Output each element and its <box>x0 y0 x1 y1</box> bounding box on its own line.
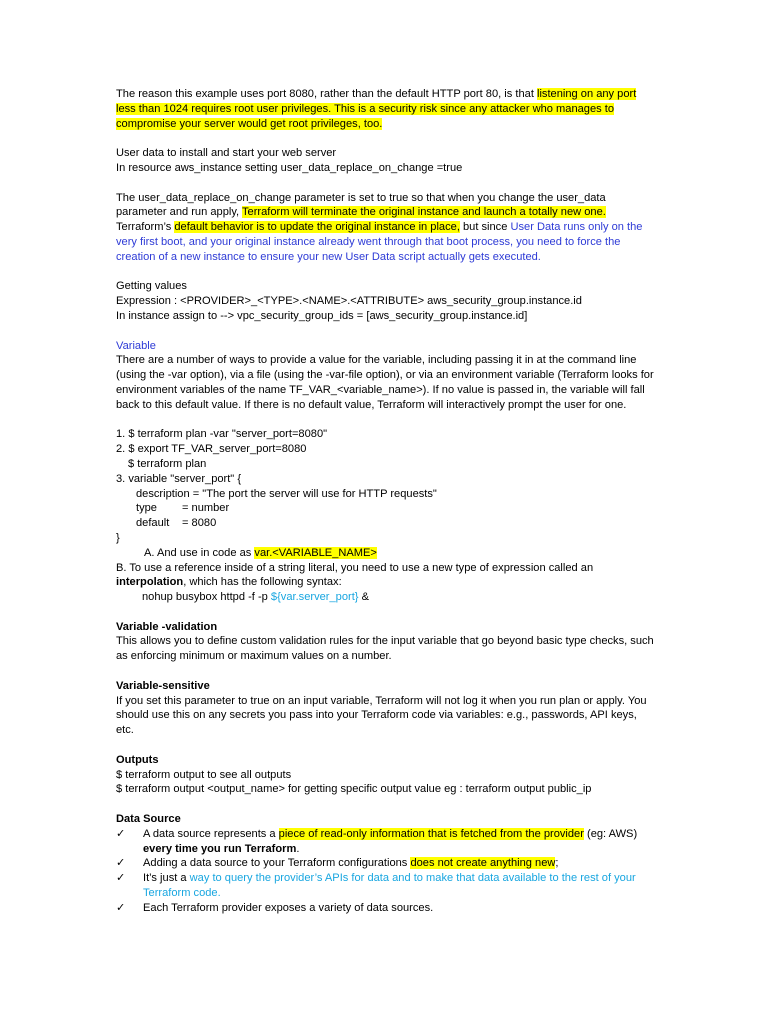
document-body <box>116 87 656 916</box>
ds4-text: Each Terraform provider exposes a variety of data sources. <box>143 901 434 914</box>
checkmark-icon: ✓ <box>116 872 126 885</box>
outputs-line-2: $ terraform output <output_name> for getting specific output value eg : terraform output public_ip <box>116 783 592 796</box>
outputs-line-1: $ terraform output to see all outputs <box>116 768 292 781</box>
note-b-text-1: B. To use a reference inside of a string literal, you need to use a new type of expression called an <box>116 561 594 574</box>
userdata-line-1: User data to install and start your web server <box>116 147 337 160</box>
ds2-text-b: ; <box>555 857 559 870</box>
ds3-text-a: It’s just a <box>143 872 190 885</box>
nohup-interpolation: ${var.server_port} <box>270 591 359 604</box>
note-b-bold: interpolation <box>116 576 184 589</box>
checkmark-icon: ✓ <box>116 857 126 870</box>
type-key: type <box>136 502 157 515</box>
ds1-text-c: . <box>296 842 300 855</box>
getting-values-title: Getting values <box>116 280 187 293</box>
userdata-line-2: In resource aws_instance setting user_data_replace_on_change =true <box>116 161 463 174</box>
ds1-bold: every time you run Terraform <box>143 842 297 855</box>
ds1-text-a: A data source represents a <box>143 827 279 840</box>
ds2-text-a: Adding a data source to your Terraform configurations <box>143 857 411 870</box>
default-key: default <box>136 517 170 530</box>
getting-values-expression: Expression : <PROVIDER>_<TYPE>.<NAME>.<ATTRIBUTE> aws_security_group.instance.id <box>116 295 582 308</box>
replace-text-1: The user_data_replace_on_change parameter is set to true so that when you change the user_data parameter and run apply, <box>116 191 606 219</box>
code-line-2: 2. $ export TF_VAR_server_port=8080 <box>116 443 307 456</box>
note-a-highlight: var.<VARIABLE_NAME> <box>254 546 377 559</box>
datasource-item-1 <box>116 827 656 857</box>
replace-highlight-2: default behavior is to update the original instance in place, <box>174 221 460 234</box>
replace-highlight-1: Terraform will terminate the original instance and launch a totally new one. <box>242 206 606 219</box>
variable-title: Variable <box>116 339 156 352</box>
code-note-a <box>116 546 656 561</box>
code-line-6 <box>116 501 656 516</box>
variable-body: There are a number of ways to provide a value for the variable, including passing it in at the command line (using the -var option), via a file (using the -var-file option), or via an environment variable (Terraform looks for environment variables of the name TF_VAR_<variable_name>). If no value is passed in, the variable will fall back to this default value. If there is no default value, Terraform will interactively prompt the user for one. <box>116 354 654 411</box>
datasource-item-4 <box>116 901 656 916</box>
default-value: = 8080 <box>182 517 217 530</box>
sensitive-title: Variable-sensitive <box>116 679 210 692</box>
replace-text-2: Terraform’s <box>116 221 175 234</box>
ds3-cyan: way to query the provider’s APIs for data and to make that data available to the rest of your Terraform code. <box>143 872 636 900</box>
validation-body: This allows you to define custom validation rules for the input variable that go beyond basic type checks, such as enforcing minimum or maximum values on a number. <box>116 635 654 663</box>
ds1-text-b: (eg: AWS) <box>583 827 638 840</box>
ds2-highlight: does not create anything new <box>410 857 556 870</box>
replace-paragraph <box>116 191 656 265</box>
type-value: = number <box>182 502 230 515</box>
getting-values-assign: In instance assign to --> vpc_security_group_ids = [aws_security_group.instance.id] <box>116 309 528 322</box>
replace-blue-text: User Data runs only on the very first boot, and your original instance already went through that boot process, you need to force the creation of a new instance to ensure your new User Data script actually gets executed. <box>116 221 643 263</box>
nohup-line <box>116 590 656 605</box>
code-line-3: $ terraform plan <box>128 457 207 470</box>
checkmark-icon: ✓ <box>116 827 126 840</box>
sensitive-body: If you set this parameter to true on an input variable, Terraform will not log it when you run plan or apply. You should use this on any secrets you pass into your Terraform code via variables: e.g., passwords, API keys, etc. <box>116 694 647 737</box>
ds1-highlight: piece of read-only information that is fetched from the provider <box>278 827 584 840</box>
replace-text-3: but since <box>459 221 511 234</box>
code-line-5: description = "The port the server will use for HTTP requests" <box>136 487 437 500</box>
code-line-8: } <box>116 531 120 544</box>
datasource-item-2 <box>116 856 656 871</box>
code-note-b <box>116 561 656 591</box>
intro-highlight: listening on any port less than 1024 requires root user privileges. This is a security risk since any attacker who manages to compromise your server would get root privileges, too. <box>116 88 637 130</box>
nohup-text: nohup busybox httpd -f -p <box>142 591 271 604</box>
checkmark-icon: ✓ <box>116 901 126 914</box>
datasource-item-3 <box>116 871 656 901</box>
code-line-4: 3. variable "server_port" { <box>116 472 242 485</box>
note-b-text-2: , which has the following syntax: <box>183 576 342 589</box>
code-line-7 <box>116 516 656 531</box>
outputs-title: Outputs <box>116 753 159 766</box>
datasource-title: Data Source <box>116 813 181 826</box>
nohup-amp: & <box>358 591 369 604</box>
note-a-text: A. And use in code as <box>144 546 255 559</box>
validation-title: Variable -validation <box>116 620 218 633</box>
intro-text: The reason this example uses port 8080, rather than the default HTTP port 80, is that <box>116 88 537 100</box>
intro-paragraph <box>116 87 656 131</box>
code-line-1: 1. $ terraform plan -var "server_port=8080" <box>116 428 328 441</box>
